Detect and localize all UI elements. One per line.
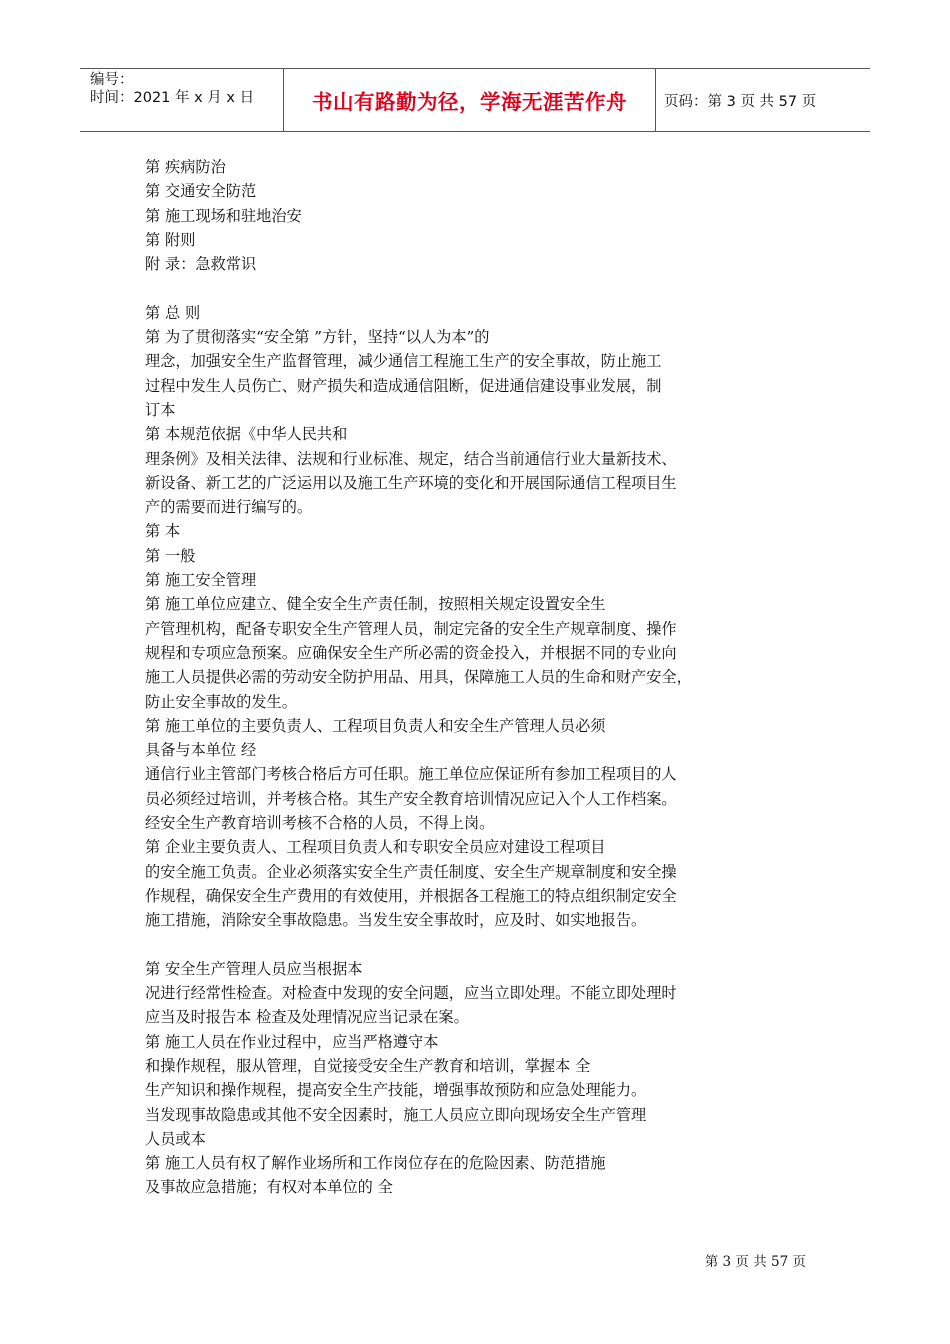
text-line: 的安全施工负责。企业必须落实安全生产责任制度、安全生产规章制度和安全操 (145, 862, 677, 881)
text-line: 第 施工人员有权了解作业场所和工作岗位存在的危险因素、防范措施 (145, 1154, 606, 1173)
page-footer: 第 3 页 共 57 页 (704, 1254, 806, 1270)
text-line: 第 施工现场和驻地治安 (145, 206, 302, 225)
text-line: 第 企业主要负责人、工程项目负责人和专职安全员应对建设工程项目 (145, 838, 606, 857)
text-line: 产的需要而进行编写的。 (145, 498, 313, 517)
header-page-number: 页码：第 3 页 共 57 页 (664, 93, 817, 110)
text-line: 防止安全事故的发生。 (145, 692, 297, 711)
text-line: 况进行经常性检查。对检查中发现的安全问题，应当立即处理。不能立即处理时 (145, 984, 677, 1003)
document-number-label: 编号： (90, 72, 134, 88)
text-line: 第 本 (145, 522, 181, 541)
text-line: 当发现事故隐患或其他不安全因素时，施工人员应立即向现场安全生产管理 (145, 1105, 647, 1124)
text-line: 规程和专项应急预案。应确保安全生产所必需的资金投入，并根据不同的专业向 (145, 643, 677, 662)
text-line: 及事故应急措施；有权对本单位的 全 (145, 1178, 393, 1197)
document-time-label: 时间：2021 年 x 月 x 日 (90, 90, 255, 106)
text-line: 具备与本单位 经 (145, 741, 257, 760)
text-line: 员必须经过培训，并考核合格。其生产安全教育培训情况应记入个人工作档案。 (145, 789, 677, 808)
paragraph-gap (145, 933, 765, 957)
text-line: 第 施工人员在作业过程中，应当严格遵守本 (145, 1032, 439, 1051)
text-line: 施工人员提供必需的劳动安全防护用品、用具，保障施工人员的生命和财产安全， (145, 668, 692, 687)
page-header (80, 68, 870, 132)
text-line: 订本 (145, 400, 176, 419)
text-line: 新设备、新工艺的广泛运用以及施工生产环境的变化和开展国际通信工程项目生 (145, 473, 677, 492)
text-line: 过程中发生人员伤亡、财产损失和造成通信阻断，促进通信建设事业发展，制 (145, 376, 662, 395)
text-line: 生产知识和操作规程，提高安全生产技能，增强事故预防和应急处理能力。 (145, 1081, 647, 1100)
header-meta (80, 69, 283, 131)
text-line: 第 施工安全管理 (145, 571, 257, 590)
text-line: 理条例》及相关法律、法规和行业标准、规定，结合当前通信行业大量新技术、 (145, 449, 677, 468)
text-line: 第 本规范依据《中华人民共和 (145, 425, 348, 444)
text-line: 理念，加强安全生产监督管理，减少通信工程施工生产的安全事故，防止施工 (145, 352, 662, 371)
text-line: 第 疾病防治 (145, 158, 226, 176)
text-line: 作规程，确保安全生产费用的有效使用，并根据各工程施工的特点组织制定安全 (145, 886, 677, 905)
text-line: 第 一般 (145, 546, 196, 565)
text-line: 经安全生产教育培训考核不合格的人员，不得上岗。 (145, 814, 495, 833)
text-line: 第 交通安全防范 (145, 182, 257, 201)
text-line: 第 安全生产管理人员应当根据本 (145, 959, 363, 978)
text-line: 附 录：急救常识 (145, 255, 257, 274)
document-body (145, 155, 765, 1200)
text-line: 通信行业主管部门考核合格后方可任职。施工单位应保证所有参加工程项目的人 (145, 765, 677, 784)
text-line: 第 为了贯彻落实“安全第 ”方针，坚持“以人为本”的 (145, 328, 490, 347)
paragraph-gap (145, 276, 765, 300)
text-line: 第 施工单位应建立、健全安全生产责任制，按照相关规定设置安全生 (145, 595, 606, 614)
text-line: 产管理机构，配备专职安全生产管理人员，制定完备的安全生产规章制度、操作 (145, 619, 677, 638)
text-line: 第 施工单位的主要负责人、工程项目负责人和安全生产管理人员必须 (145, 716, 606, 735)
text-line: 人员或本 (145, 1129, 206, 1148)
text-line: 应当及时报告本 检查及处理情况应当记录在案。 (145, 1008, 469, 1027)
text-line: 第 附则 (145, 230, 196, 249)
header-motto: 书山有路勤为径，学海无涯苦作舟 (283, 69, 656, 131)
text-line: 和操作规程，服从管理，自觉接受安全生产教育和培训，掌握本 全 (145, 1056, 591, 1075)
text-line: 施工措施，消除安全事故隐患。当发生安全事故时，应及时、如实地报告。 (145, 911, 647, 930)
text-line: 第 总 则 (145, 303, 201, 322)
